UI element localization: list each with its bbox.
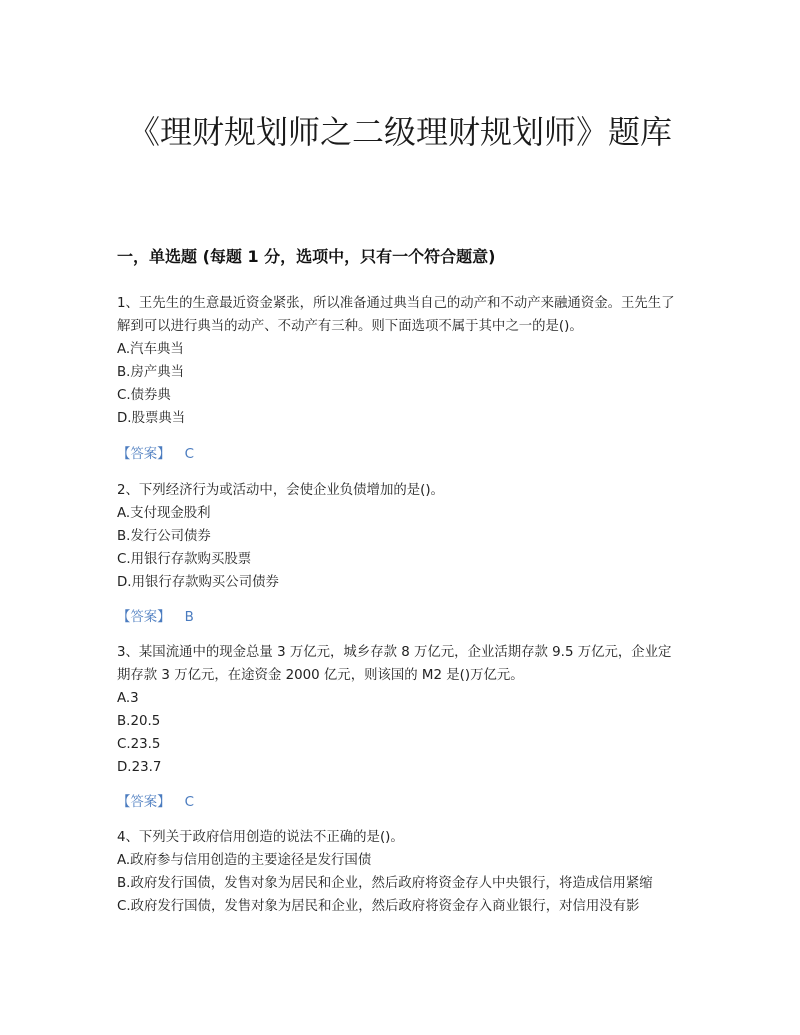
question-1 xyxy=(117,292,683,430)
option-c: C.政府发行国债，发售对象为居民和企业，然后政府将资金存入商业银行，对信用没有影 xyxy=(117,899,640,914)
question-stem: 2、下列经济行为或活动中，会使企业负债增加的是()。 xyxy=(117,483,444,498)
answer-value: B xyxy=(184,610,194,625)
option-c: C.23.5 xyxy=(117,737,161,752)
option-a: A.3 xyxy=(117,691,139,706)
question-2 xyxy=(117,479,683,594)
option-b: B.政府发行国债，发售对象为居民和企业，然后政府将资金存人中央银行，将造成信用紧缩 xyxy=(117,876,653,891)
option-a: A.支付现金股利 xyxy=(117,506,211,521)
option-a: A.汽车典当 xyxy=(117,342,184,357)
option-a: A.政府参与信用创造的主要途径是发行国债 xyxy=(117,853,372,868)
question-stem: 4、下列关于政府信用创造的说法不正确的是()。 xyxy=(117,830,404,845)
option-b: B.房产典当 xyxy=(117,365,185,380)
answer-label: 【答案】 xyxy=(117,447,171,462)
section-heading: 一，单选题 (每题 1 分，选项中，只有一个符合题意) xyxy=(117,247,496,266)
option-d: D.23.7 xyxy=(117,760,162,775)
option-c: C.用银行存款购买股票 xyxy=(117,552,252,567)
document-title: 《理财规划师之二级理财规划师》题库 xyxy=(127,113,672,151)
option-b: B.20.5 xyxy=(117,714,161,729)
answer-2 xyxy=(117,606,194,625)
answer-3 xyxy=(117,791,194,810)
answer-value: C xyxy=(184,447,194,462)
answer-value: C xyxy=(184,795,194,810)
answer-label: 【答案】 xyxy=(117,795,171,810)
option-c: C.债券典 xyxy=(117,388,171,403)
option-d: D.用银行存款购买公司债券 xyxy=(117,575,279,590)
answer-1 xyxy=(117,443,194,462)
question-stem: 3、某国流通中的现金总量 3 万亿元，城乡存款 8 万亿元，企业活期存款 9.5 万亿元，企业定期存款 3 万亿元，在途资金 2000 亿元，则该国的 M2 是()万亿元。 xyxy=(117,645,672,683)
question-3 xyxy=(117,641,683,779)
option-d: D.股票典当 xyxy=(117,411,186,426)
answer-label: 【答案】 xyxy=(117,610,171,625)
question-4 xyxy=(117,826,683,918)
option-b: B.发行公司债券 xyxy=(117,529,211,544)
question-stem: 1、王先生的生意最近资金紧张，所以准备通过典当自己的动产和不动产来融通资金。王先生了解到可以进行典当的动产、不动产有三种。则下面选项不属于其中之一的是()。 xyxy=(117,296,675,334)
